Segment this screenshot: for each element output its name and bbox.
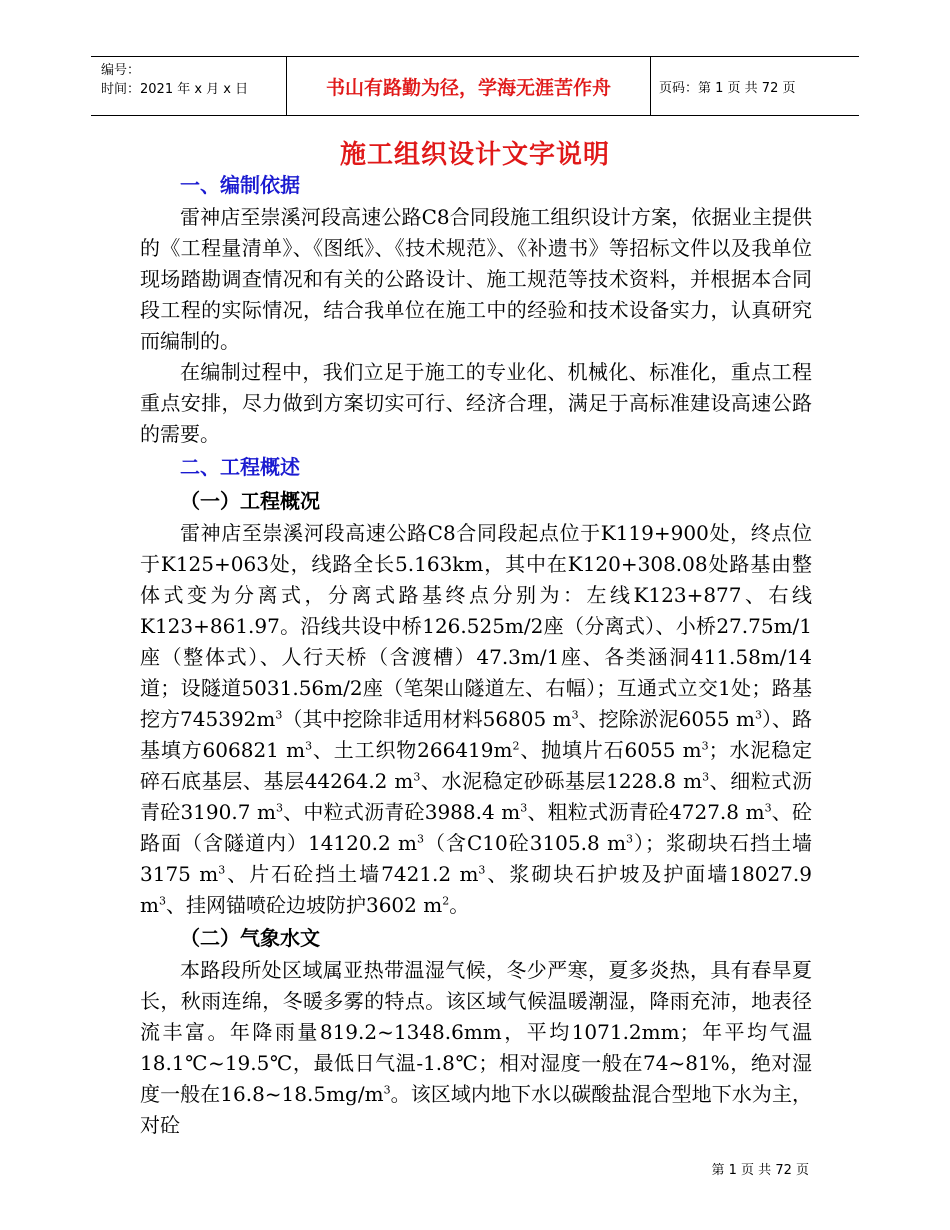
paragraph-climate: 本路段所处区域属亚热带温湿气候，冬少严寒，夏多炎热，具有春旱夏长，秋雨连绵，冬暖多雾的特点。该区域气候温暖潮湿，降雨充沛，地表径流丰富。年降雨量819.2~1348.6mm，平均1071.2mm；年平均气温18.1℃~19.5℃，最低日气温-1.8℃；相对湿度一般在74~81%，绝对湿度一般在$16.8\sim 18.5mg/m^3$。该区域内地下水以碳酸盐混合型地下水为主，对砼 (140, 958, 813, 1137)
paragraph-overview: 雷神店至崇溪河段高速公路C8合同段起点位于K119+900处，终点位于K125+063处，线路全长5.163km，其中在K120+308.08处路基由整体式变为分离式，分离式路基终点分别为：左线K123+877、右线K123+861.97。沿线共设中桥126.525m/2座（分离式）、小桥27.75m/1座（整体式）、人行天桥（含渡槽）47.3m/1座、各类涵洞411.58m/14道；设隧道5031.56m/2座（笔架山隧道左、右幅）；互通式立交1处；路基挖方$745392m^3$（其中挖除非适用材料56805 $m^3$、挖除淤泥6055 $m^3$）、路基填方606821 $m^3$、土工织物$266419m^2$、抛填片石6055 $m^3$；水泥稳定碎石底基层、基层44264.2 $m^3$、水泥稳定砂砾基层1228.8 $m^3$、细粒式沥青砼3190.7 $m^3$、中粒式沥青砼3988.4 $m^3$、粗粒式沥青砼4727.8 $m^3$、砼路面（含隧道内）14120.2 $m^3$（含C10砼3105.8 $m^3$）；浆砌块石挡土墙3175 $m^3$、片石砼挡土墙7421.2 $m^3$、浆砌块石护坡及护面墙18027.9 $m^3$、挂网锚喷砼边坡防护3602 $m^2$。 (140, 521, 813, 917)
page-header (91, 56, 859, 116)
header-motto: 书山有路勤为径，学海无涯苦作舟 (286, 57, 651, 115)
section-heading-2: 二、工程概述 (180, 455, 300, 479)
time-label: 时间：2021 年 x 月 x 日 (101, 82, 249, 97)
code-label: 编号： (101, 63, 141, 78)
page-footer: 第 1 页 共 72 页 (711, 1163, 809, 1178)
subsection-heading-overview: （一）工程概况 (180, 489, 320, 513)
paragraph-basis-2: 在编制过程中，我们立足于施工的专业化、机械化、标准化，重点工程重点安排，尽力做到方案切实可行、经济合理，满足于高标准建设高速公路的需要。 (140, 360, 812, 446)
paragraph-basis-1: 雷神店至崇溪河段高速公路C8合同段施工组织设计方案，依据业主提供的《工程量清单》、《图纸》、《技术规范》、《补遗书》等招标文件以及我单位现场踏勘调查情况和有关的公路设计、施工规范等技术资料，并根据本合同段工程的实际情况，结合我单位在施工中的经验和技术设备实力，认真研究而编制的。 (140, 205, 812, 353)
document-body (140, 168, 812, 1141)
subsection-heading-climate: （二）气象水文 (180, 926, 320, 950)
header-page-label: 页码：第 1 页 共 72 页 (659, 80, 796, 96)
document-title: 施工组织设计文字说明 (339, 140, 610, 170)
header-left (91, 57, 286, 115)
section-heading-1: 一、编制依据 (180, 173, 300, 197)
